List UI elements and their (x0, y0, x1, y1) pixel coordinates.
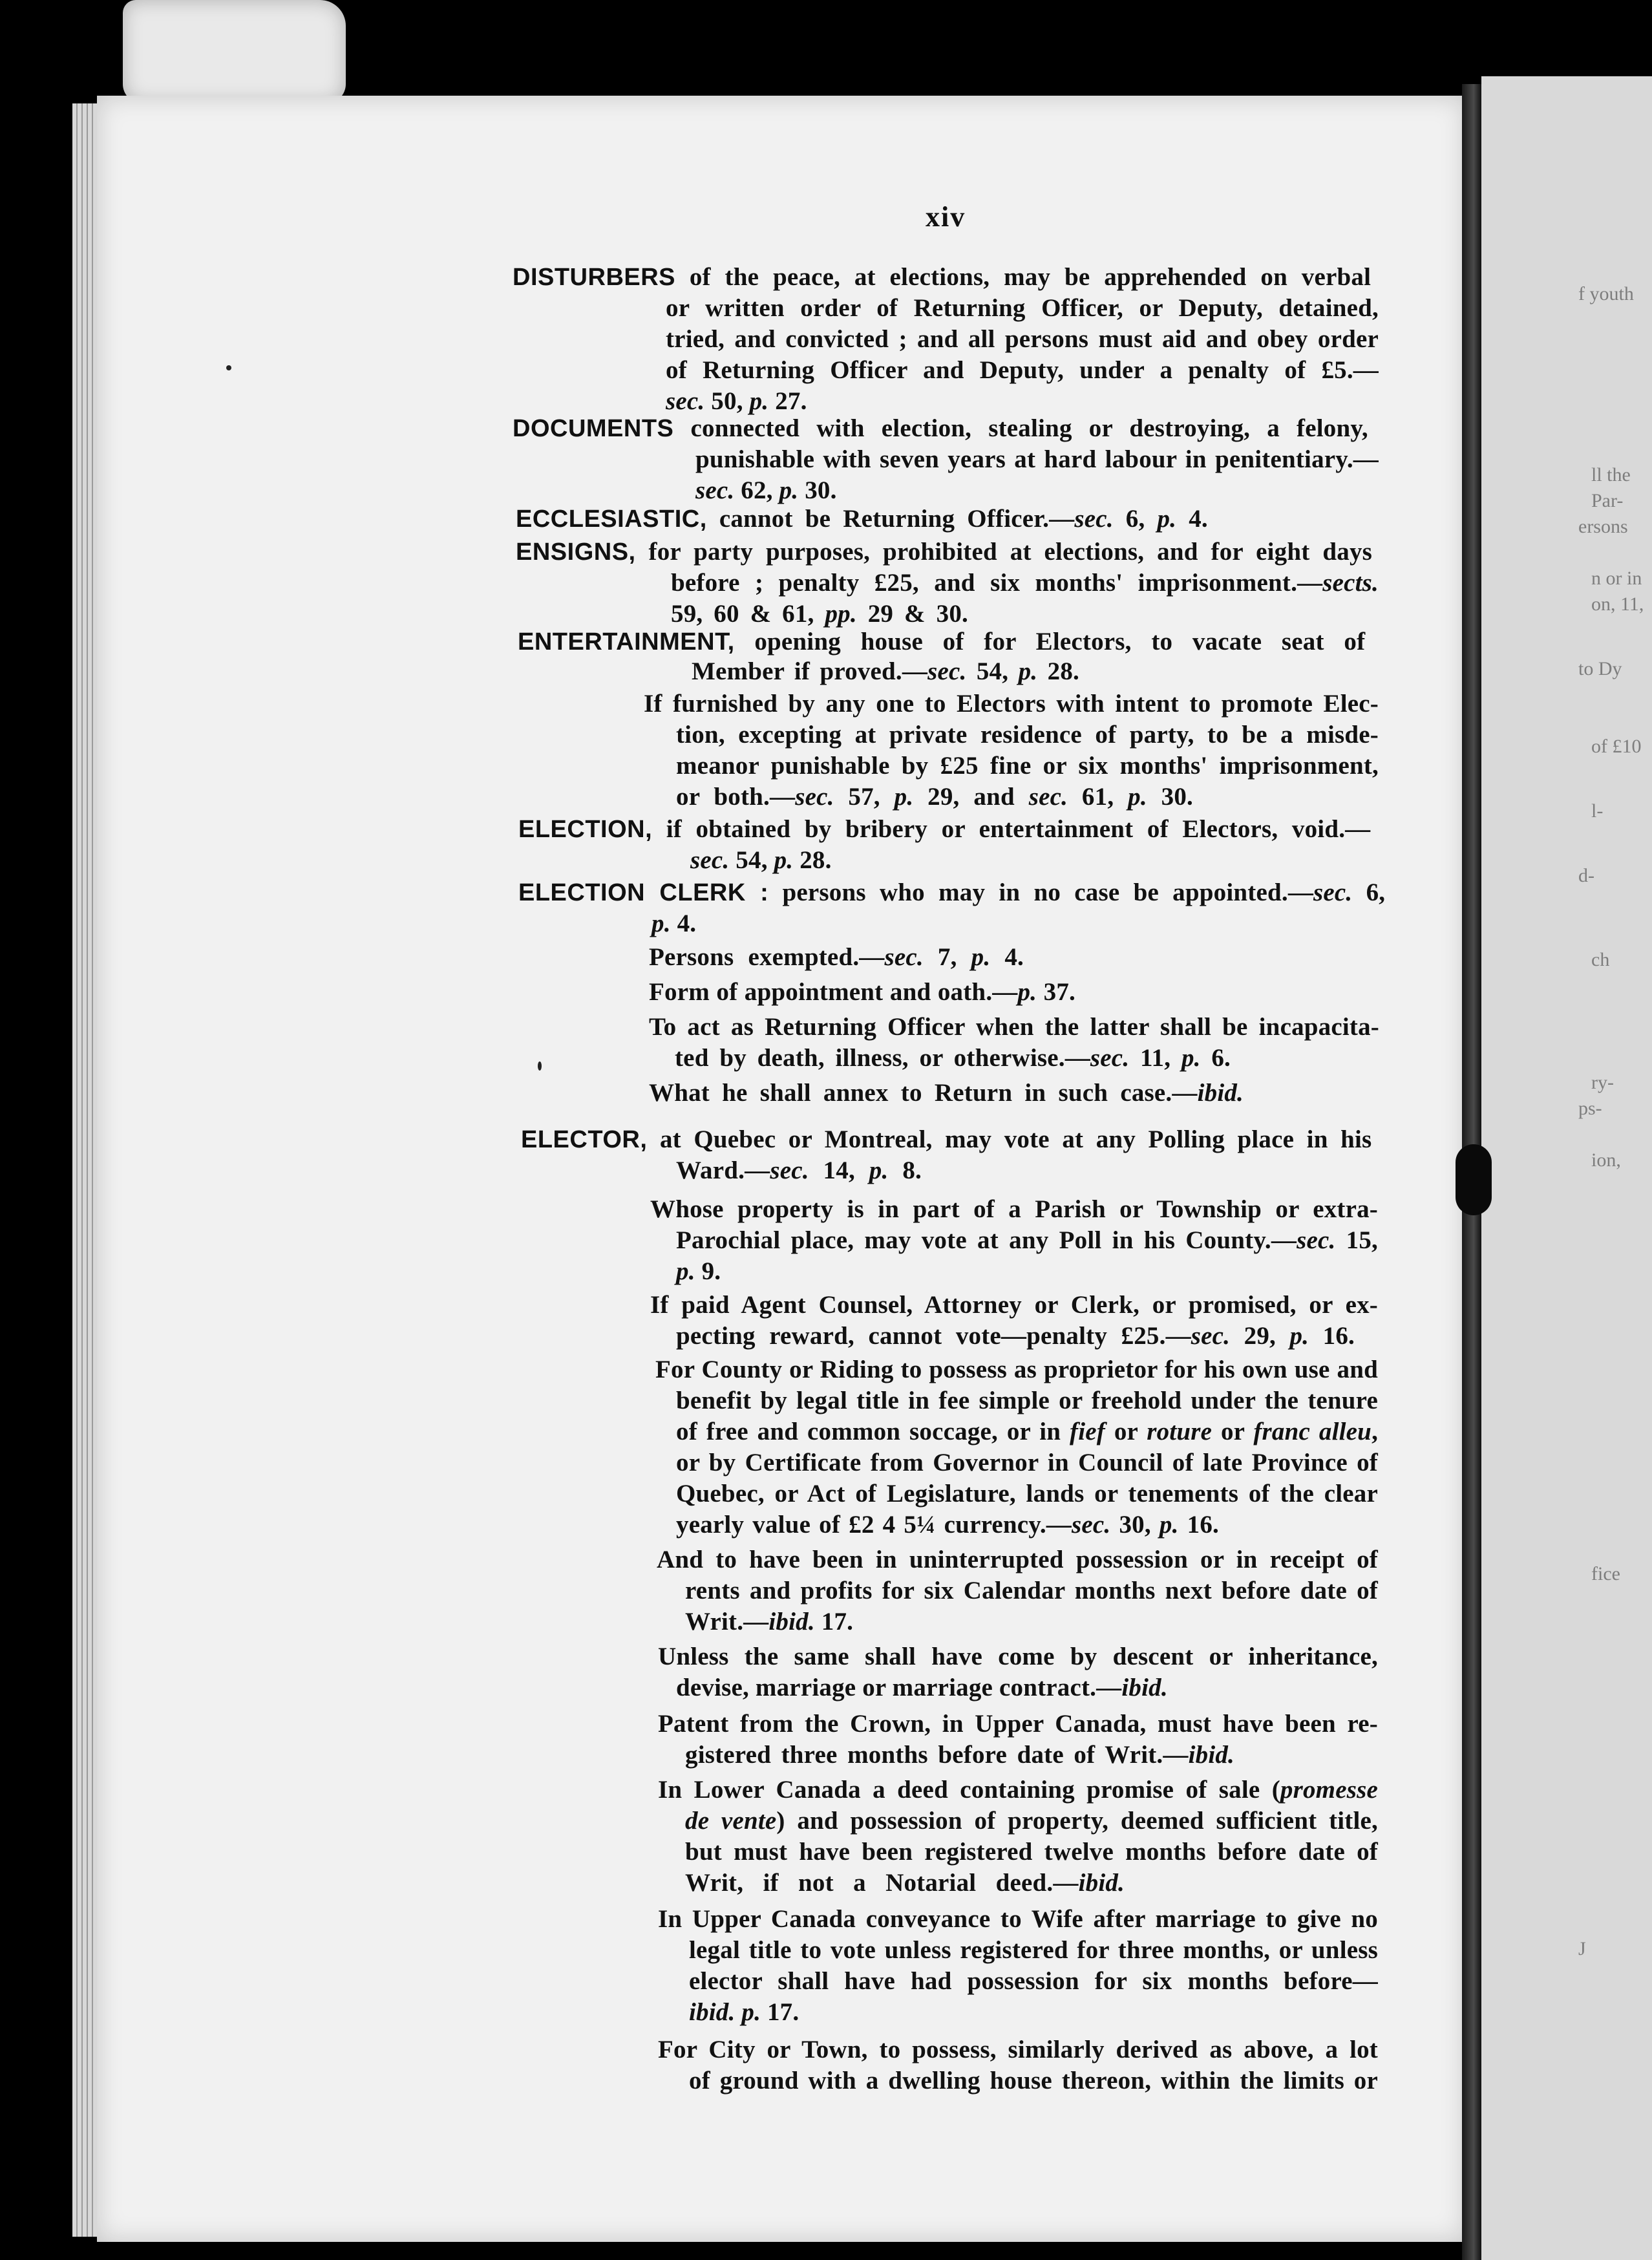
elector-line (676, 1417, 1378, 1447)
elector-line (676, 1156, 922, 1186)
elector-text: Whose property is in part of a Parish or Township or extra- (650, 1195, 1378, 1223)
elector-text: If paid Agent Counsel, Attorney or Clerk, or promised, or ex- (650, 1291, 1378, 1319)
ensigns-line (516, 537, 1372, 567)
elector-line (685, 1868, 1125, 1898)
election-clerk-line (675, 1043, 1231, 1073)
ecclesiastic-line (516, 504, 1208, 534)
election-clerk-text: What he shall annex to Return in such case.—ibid. (649, 1079, 1244, 1107)
elector-text: Quebec, or Act of Legislature, lands or tenements of the clear (676, 1480, 1378, 1508)
entertainment-line (644, 689, 1379, 719)
ensigns-line (671, 599, 968, 629)
specks (538, 1061, 542, 1071)
facing-page-fragment: ion, (1591, 1149, 1621, 1171)
disturbers-text: of the peace, at elections, may be apprehended on verbal (675, 263, 1371, 291)
elector-line (650, 1290, 1378, 1320)
elector-line (655, 1355, 1378, 1385)
ecclesiastic-text: cannot be Returning Officer.—sec. 6, p. 4. (706, 505, 1208, 533)
elector-text: but must have been registered twelve months before date of (685, 1838, 1378, 1866)
entertainment-text: tion, excepting at private residence of party, to be a misde- (676, 721, 1379, 749)
elector-line (676, 1510, 1219, 1540)
documents-text: connected with election, stealing or destroying, a felony, (673, 414, 1368, 442)
elector-text: Ward.—sec. 14, p. 8. (676, 1157, 922, 1184)
elector-line (689, 1935, 1378, 1965)
disturbers-heading: DISTURBERS (513, 264, 676, 291)
elector-text: devise, marriage or marriage contract.—ibid. (676, 1674, 1168, 1701)
elector-line (689, 2066, 1378, 2096)
elector-text: legal title to vote unless registered for three months, or unless (689, 1936, 1378, 1964)
entertainment-text: meanor punishable by £25 fine or six months' imprisonment, (676, 752, 1379, 780)
facing-page-fragment: on, 11, (1591, 593, 1644, 615)
election-clerk-heading: ELECTION CLERK : (518, 879, 769, 906)
facing-page-fragment: d- (1578, 865, 1594, 886)
ecclesiastic-heading: ECCLESIASTIC, (516, 506, 707, 533)
elector-line (685, 1607, 853, 1637)
ensigns-heading: ENSIGNS, (516, 538, 636, 566)
facing-page-fragment: ll the (1591, 464, 1631, 485)
disturbers-line (666, 356, 1379, 385)
facing-page-fragment: to Dy (1578, 658, 1622, 679)
elector-line (685, 1576, 1378, 1606)
elector-text: or by Certificate from Governor in Council of late Province of (676, 1449, 1378, 1476)
election-clerk-text: ted by death, illness, or otherwise.—sec. 11, p. 6. (675, 1044, 1231, 1072)
election-clerk-line (518, 878, 1385, 908)
elector-text: In Upper Canada conveyance to Wife after marriage to give no (658, 1905, 1378, 1933)
election-line (690, 846, 832, 875)
elector-line (658, 1642, 1378, 1672)
documents-text: sec. 62, p. 30. (695, 476, 837, 504)
ensigns-text: 59, 60 & 61, pp. 29 & 30. (671, 600, 968, 628)
elector-line (689, 1967, 1378, 1996)
election-clerk-line (649, 977, 1075, 1007)
election-text: if obtained by bribery or entertainment of Electors, void.— (652, 815, 1371, 843)
entertainment-line (676, 782, 1193, 812)
disturbers-text: tried, and convicted ; and all persons must aid and obey order (666, 325, 1379, 353)
entertainment-line (676, 751, 1379, 781)
documents-text: punishable with seven years at hard labour in penitentiary.— (695, 445, 1379, 473)
elector-text: Unless the same shall have come by descent or inheritance, (658, 1643, 1378, 1670)
election-clerk-text: To act as Returning Officer when the latter shall be incapacita- (649, 1013, 1379, 1041)
elector-text: ibid. p. 17. (689, 1998, 800, 2026)
election-clerk-line (649, 943, 1024, 972)
disturbers-text: or written order of Returning Officer, or Deputy, detained, (666, 294, 1379, 322)
disturbers-text: sec. 50, p. 27. (666, 387, 807, 415)
specks (226, 365, 231, 370)
election-clerk-text: Form of appointment and oath.—p. 37. (649, 978, 1075, 1006)
disturbers-line (666, 387, 807, 416)
disturbers-line (666, 325, 1379, 354)
election-clerk-text: p. 4. (651, 910, 697, 937)
disturbers-line (513, 262, 1371, 292)
elector-line (658, 1775, 1378, 1805)
elector-text: In Lower Canada a deed containing promise of sale (promesse (658, 1776, 1378, 1804)
elector-text: at Quebec or Montreal, may vote at any Polling place in his (647, 1125, 1372, 1153)
ensigns-line (671, 568, 1379, 598)
elector-text: de vente) and possession of property, deemed sufficient title, (685, 1807, 1378, 1835)
disturbers-line (666, 293, 1379, 323)
elector-line (521, 1125, 1371, 1155)
election-text: sec. 54, p. 28. (690, 846, 832, 874)
elector-text: Parochial place, may vote at any Poll in his County.—sec. 15, (676, 1226, 1378, 1254)
elector-line (657, 1545, 1378, 1575)
page-number: xiv (926, 201, 966, 233)
elector-text: elector shall have had possession for six months before— (689, 1967, 1378, 1995)
elector-text: rents and profits for six Calendar months next before date of (685, 1577, 1378, 1604)
election-clerk-text: Persons exempted.—sec. 7, p. 4. (649, 943, 1024, 971)
elector-text: Patent from the Crown, in Upper Canada, must have been re- (658, 1710, 1378, 1738)
entertainment-text: or both.—sec. 57, p. 29, and sec. 61, p. 30. (676, 783, 1194, 811)
documents-heading: DOCUMENTS (513, 415, 674, 442)
documents-line (695, 445, 1379, 474)
elector-line (676, 1448, 1378, 1478)
elector-heading: ELECTOR, (521, 1126, 648, 1153)
elector-line (676, 1321, 1355, 1351)
elector-text: For County or Riding to possess as proprietor for his own use and (655, 1356, 1378, 1383)
election-line (518, 815, 1370, 844)
ensigns-text: for party purposes, prohibited at elections, and for eight days (635, 538, 1373, 566)
elector-text: For City or Town, to possess, similarly derived as above, a lot (658, 2036, 1378, 2063)
facing-page-fragment: f youth (1578, 283, 1634, 304)
facing-page-fragment: fice (1591, 1563, 1620, 1584)
election-clerk-text: persons who may in no case be appointed.—sec. 6, (768, 879, 1386, 906)
entertainment-text: opening house of for Electors, to vacate seat of (734, 628, 1366, 656)
facing-page-fragment: ch (1591, 949, 1610, 970)
election-clerk-line (649, 1078, 1244, 1108)
elector-text: of ground with a dwelling house thereon, within the limits or (689, 2067, 1378, 2095)
elector-line (676, 1673, 1168, 1703)
disturbers-text: of Returning Officer and Deputy, under a penalty of £5.— (666, 356, 1379, 384)
facing-page-fragment: Par- (1591, 490, 1624, 511)
elector-line (685, 1806, 1378, 1836)
facing-page-fragment: ry- (1591, 1072, 1614, 1093)
election-heading: ELECTION, (518, 816, 653, 843)
entertainment-line (518, 627, 1365, 657)
elector-line (676, 1479, 1378, 1509)
ensigns-text: before ; penalty £25, and six months' imprisonment.—sects. (671, 569, 1379, 597)
entertainment-line (676, 720, 1379, 750)
elector-text: gistered three months before date of Writ.—ibid. (685, 1741, 1234, 1769)
entertainment-heading: ENTERTAINMENT, (518, 628, 735, 656)
elector-line (685, 1837, 1378, 1867)
entertainment-text: If furnished by any one to Electors with intent to promote Elec- (644, 690, 1379, 718)
facing-page-fragment: n or in (1591, 568, 1642, 589)
documents-line (513, 414, 1368, 443)
elector-text: And to have been in uninterrupted possession or in receipt of (657, 1546, 1378, 1573)
election-clerk-line (649, 1012, 1379, 1042)
facing-page-fragment: J (1578, 1938, 1586, 1959)
elector-line (676, 1386, 1378, 1416)
elector-line (676, 1226, 1378, 1255)
elector-line (658, 1709, 1378, 1739)
elector-text: Writ.—ibid. 17. (685, 1608, 854, 1636)
entertainment-line (692, 657, 1079, 687)
elector-line (658, 2035, 1378, 2065)
elector-text: benefit by legal title in fee simple or freehold under the tenure (676, 1387, 1378, 1414)
elector-text: of free and common soccage, or in fief or roture or franc alleu, (676, 1418, 1379, 1445)
facing-page-fragment: of £10 (1591, 736, 1642, 757)
elector-line (658, 1904, 1378, 1934)
facing-page-fragment: ersons (1578, 516, 1628, 537)
facing-page-fragment: l- (1591, 800, 1604, 822)
elector-line (676, 1257, 721, 1286)
entertainment-text: Member if proved.—sec. 54, p. 28. (692, 657, 1079, 685)
facing-page-fragment: ps- (1578, 1098, 1602, 1119)
elector-text: p. 9. (676, 1257, 721, 1285)
elector-line (685, 1740, 1234, 1770)
elector-text: pecting reward, cannot vote—penalty £25.—sec. 29, p. 16. (676, 1322, 1355, 1350)
elector-line (650, 1195, 1378, 1224)
elector-text: Writ, if not a Notarial deed.—ibid. (685, 1869, 1125, 1897)
election-clerk-line (651, 909, 696, 939)
documents-line (695, 476, 837, 506)
elector-text: yearly value of £2 4 5¼ currency.—sec. 30, p. 16. (676, 1511, 1219, 1539)
elector-line (689, 1998, 799, 2027)
